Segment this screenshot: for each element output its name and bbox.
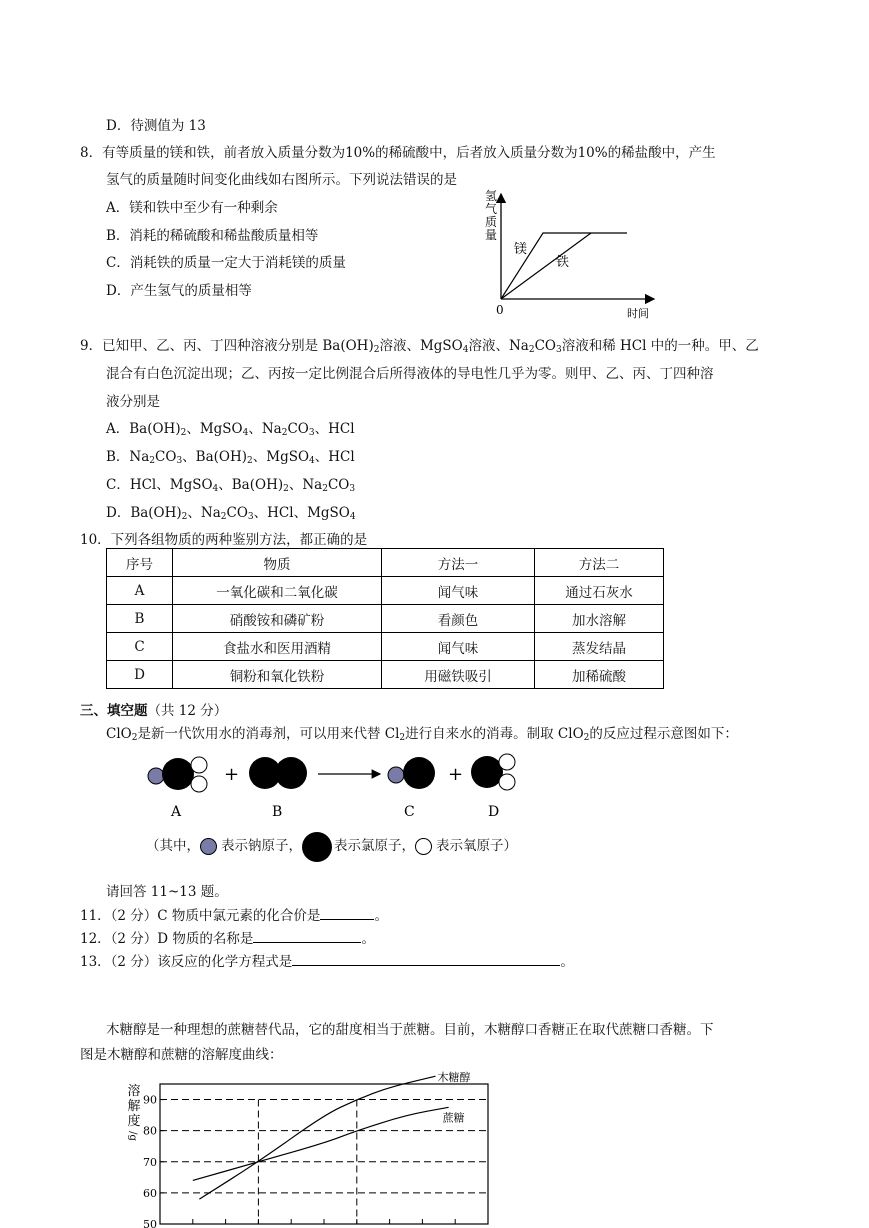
table-header: 方法一 [382,549,535,577]
table-cell: 用磁铁吸引 [382,661,535,689]
table-row [107,661,664,689]
table-cell: 铜粉和氧化铁粉 [173,661,382,689]
atom-legend: （其中， 表示钠原子， 表示氯原子， 表示氧原子） [146,829,517,863]
y-tick-label: 70 [143,1155,157,1169]
xylitol-para-line1: 木糖醇是一种理想的蔗糖替代品，它的甜度相当于蔗糖。目前，木糖醇口香糖正在取代蔗糖口香糖。下 [106,1022,714,1038]
q10-table [106,548,664,689]
series-label-0: 木糖醇 [437,1071,471,1085]
q8-stem-line2: 氢气的质量随时间变化曲线如右图所示。下列说法错误的是 [106,172,457,188]
graph-ylabel-2: 气 [485,202,498,216]
sodium-atom-icon [200,838,217,855]
molecule-a [148,757,207,792]
plus-sign: + [448,764,464,785]
molecule-c [388,757,435,789]
table-header: 方法二 [535,549,664,577]
table-cell: 加水溶解 [535,605,664,633]
graph-mg-label: 镁 [514,242,528,257]
q11: 11．（2 分）C 物质中氯元素的化合价是 。 [80,908,388,924]
oxygen-atom-icon [415,838,432,855]
q8-option-c: C．消耗铁的质量一定大于消耗镁的质量 [106,255,346,271]
y-axis-label: 度 [127,1114,141,1129]
table-cell: B [107,605,173,633]
table-cell: 加稀硫酸 [535,661,664,689]
q9-stem-line3: 液分别是 [106,394,160,410]
label-b: B [272,804,283,820]
table-cell: 通过石灰水 [535,577,664,605]
q12: 12．（2 分）D 物质的名称是 。 [80,931,375,947]
graph-ylabel-3: 质 [485,215,498,229]
table-cell: C [107,633,173,661]
molecule-d [471,754,515,790]
plus-sign: + [224,764,240,785]
label-c: C [404,804,415,820]
y-axis-label: 溶 [127,1084,141,1099]
graph-origin: 0 [496,303,504,317]
table-cell: 一氧化碳和二氧化碳 [173,577,382,605]
table-cell: 蒸发结晶 [535,633,664,661]
q9-stem-line1: 9．已知甲、乙、丙、丁四种溶液分别是 $Ba(OH)_2$溶液、MgSO$_4$溶液、$Na_2CO_3$溶液和稀 HCl 中的一种。甲、乙 [80,338,759,355]
table-cell: 食盐水和医用酒精 [173,633,382,661]
section3-heading: 三、填空题（共 12 分） [80,703,228,719]
answer-instruction: 请回答 11~13 题。 [106,884,228,900]
q8-stem-line1: 8．有等质量的镁和铁，前者放入质量分数为10%的稀硫酸中，后者放入质量分数为10%的稀盐酸中，产生 [80,145,716,161]
q7-option-d: D．待测值为 13 [106,118,206,134]
table-cell: 看颜色 [382,605,535,633]
y-tick-label: 90 [143,1093,157,1107]
series-line-0 [199,1076,435,1199]
q8-option-b: B．消耗的稀硫酸和稀盐酸质量相等 [106,228,319,244]
table-row [107,605,664,633]
solubility-chart [120,1071,500,1228]
q8-option-a: A．镁和铁中至少有一种剩余 [106,200,278,216]
q11-blank[interactable] [320,907,374,920]
table-header: 物质 [173,549,382,577]
table-header-row [107,549,664,577]
y-tick-label: 50 [143,1218,157,1228]
table-cell: D [107,661,173,689]
table-row [107,633,664,661]
q9-option-a: A．$Ba(OH)_2$、MgSO$_4$、$Na_2CO_3$、HCl [106,421,355,438]
molecule-b [249,757,307,789]
q8-option-d: D．产生氢气的质量相等 [106,283,252,299]
y-axis-label: /g [127,1131,138,1141]
q9-option-d: D．$Ba(OH)_2$、$Na_2CO_3$、HCl、MgSO$_4$ [106,505,356,522]
chlorine-atom-icon [302,832,332,862]
q9-option-c: C．HCl、MgSO$_4$、$Ba(OH)_2$、$Na_2CO_3$ [106,477,356,494]
y-tick-label: 60 [143,1186,157,1200]
q13-blank[interactable] [292,953,560,966]
reaction-diagram [140,752,540,824]
graph-ylabel-1: 氢 [485,189,498,203]
q9-option-b: B．$Na_2CO_3$、$Ba(OH)_2$、MgSO$_4$、HCl [106,449,355,466]
table-cell: 闻气味 [382,633,535,661]
q9-stem-line2: 混合有白色沉淀出现；乙、丙按一定比例混合后所得液体的导电性几乎为零。则甲、乙、丙、丁四种溶 [106,366,714,382]
table-cell: 闻气味 [382,577,535,605]
section3-intro: ClO$_2$是新一代饮用水的消毒剂，可以用来代替 $Cl_2$进行自来水的消毒。制取 ClO$_2$的反应过程示意图如下： [106,726,738,743]
q13: 13．（2 分）该反应的化学方程式是 。 [80,954,574,970]
label-a: A [171,804,182,820]
table-cell: A [107,577,173,605]
label-d: D [488,804,500,820]
graph-ylabel-4: 量 [485,228,498,242]
series-label-1: 蔗糖 [442,1111,465,1125]
table-header: 序号 [107,549,173,577]
xylitol-para-line2: 图是木糖醇和蔗糖的溶解度曲线： [80,1047,283,1063]
graph-xlabel: 时间 [627,307,649,320]
graph-fe-label: 铁 [556,255,570,270]
y-tick-label: 80 [143,1124,157,1138]
plot-frame [160,1084,488,1224]
table-row [107,577,664,605]
q10-stem: 10．下列各组物质的两种鉴别方法，都正确的是 [80,532,368,548]
y-axis-label: 解 [127,1099,141,1114]
table-cell: 硝酸铵和磷矿粉 [173,605,382,633]
q8-hydrogen-graph [470,186,670,322]
q12-blank[interactable] [253,930,361,943]
